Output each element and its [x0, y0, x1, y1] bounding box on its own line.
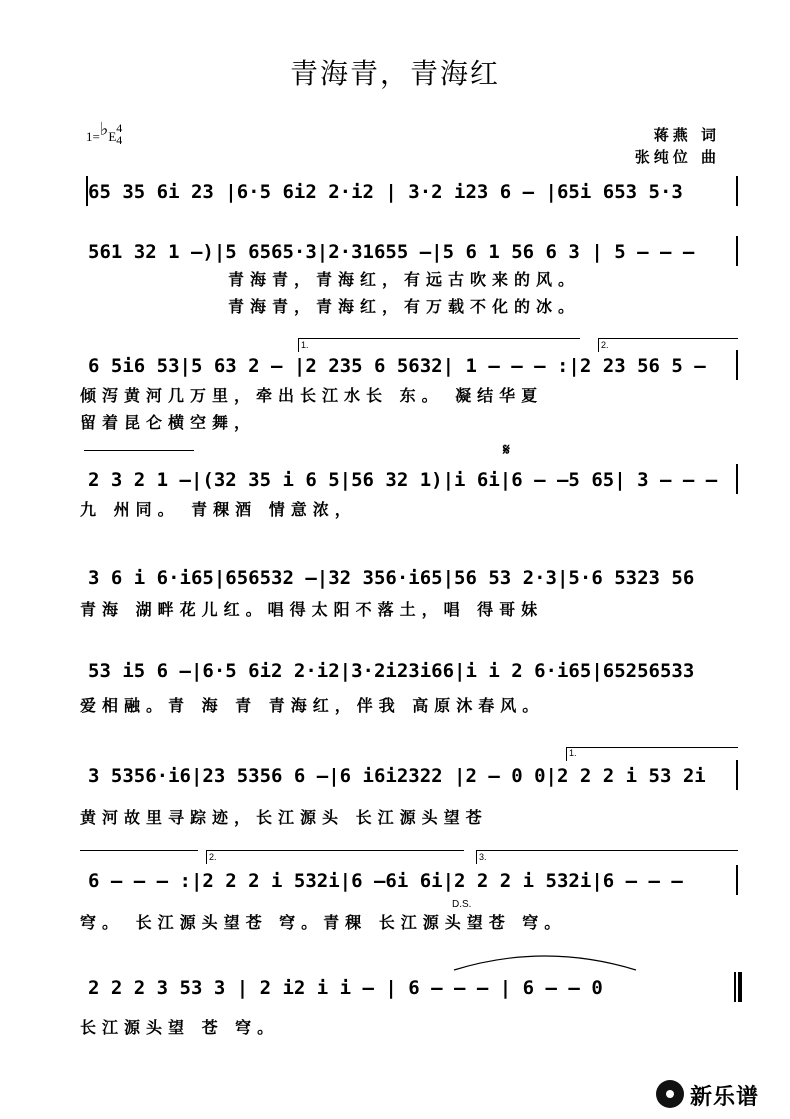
volta-bracket	[206, 850, 464, 851]
time-beats: 4	[116, 121, 123, 136]
barline	[736, 865, 738, 895]
lyric-line: 倾泻黄河几万里，牵出长江水长 东。 凝结华夏	[80, 386, 544, 405]
flat-icon: ♭	[99, 119, 109, 139]
score-row-6: 53 i5 6 –|6·5 6i2 2·i2|3·2i23i66|i i 2 6·i65|65256533	[88, 660, 695, 682]
lyric-line: 青海 湖畔花儿红。唱得太阳不落土，唱 得哥妹	[80, 600, 544, 619]
volta-bracket	[566, 747, 738, 748]
volta-bracket	[476, 850, 477, 864]
record-disc-icon	[656, 1080, 684, 1108]
logo-text: 新乐谱	[690, 1085, 760, 1110]
barline	[736, 464, 738, 494]
volta-bracket	[476, 850, 738, 851]
time-signature	[116, 122, 122, 146]
barline	[736, 760, 738, 790]
lyric-line: 爱相融。青 海 青 青海红，伴我 高原沐春风。	[80, 696, 545, 715]
barline	[736, 236, 738, 266]
composer-credit: 张纯位 曲	[634, 148, 720, 166]
key-prefix: 1=	[86, 129, 100, 144]
volta-2-label: 2.	[209, 852, 217, 862]
barline	[736, 350, 738, 380]
lyric-line: 留着昆仑横空舞，	[80, 413, 257, 432]
volta-1-label: 1.	[569, 748, 577, 758]
volta-bracket	[598, 338, 738, 339]
segno-icon: 𝄋	[503, 440, 510, 459]
volta-bracket	[298, 338, 580, 339]
volta-3-label: 3.	[479, 852, 487, 862]
time-beat-unit: 4	[116, 133, 123, 148]
lyric-line: 穹。 长江源头望苍 穹。青稞 长江源头望苍 穹。	[80, 913, 567, 932]
lyric-line: 青海青，青海红，有远古吹来的风。	[228, 270, 581, 289]
tie-arc	[450, 948, 640, 974]
key-note: E	[108, 129, 117, 144]
final-barline	[734, 972, 736, 1002]
score-row-9: 2 2 2 3 53 3 | 2 i2 i i – | 6 – – – | 6 – – 0	[88, 977, 603, 999]
volta-bracket	[298, 338, 299, 352]
barline	[86, 176, 88, 206]
volta-bracket	[84, 450, 194, 451]
volta-bracket	[598, 338, 599, 352]
lyric-line: 黄河故里寻踪迹，长江源头 长江源头望苍	[80, 808, 488, 827]
final-barline-thick	[738, 972, 742, 1002]
key-signature	[86, 119, 123, 150]
volta-bracket	[566, 747, 567, 761]
song-title: 青海青，青海红	[289, 57, 500, 90]
score-row-8: 6 – – – :|2 2 2 i 532i|6 –6i 6i|2 2 2 i 532i|6 – – –	[88, 870, 683, 892]
volta-bracket	[80, 850, 198, 851]
score-row-1: 65 35 6i 23 |6·5 6i2 2·i2 | 3·2 i23 6 – |65i 653 5·3	[88, 181, 683, 203]
score-row-5: 3 6 i 6·i65|656532 –|32 356·i65|56 53 2·3|5·6 5323 56	[88, 567, 695, 589]
score-row-3: 6 5i6 53|5 63 2 – |2 235 6 5632| 1 – – – :|2 23 56 5 –	[88, 355, 706, 377]
lyricist-credit: 蒋燕 词	[653, 126, 720, 144]
score-row-2: 561 32 1 –)|5 6565·3|2·31655 –|5 6 1 56 6 3 | 5 – – –	[88, 241, 695, 263]
volta-2-label: 2.	[601, 340, 609, 350]
volta-bracket	[206, 850, 207, 864]
volta-1-label: 1.	[301, 340, 309, 350]
barline	[736, 176, 738, 206]
lyric-line: 青海青，青海红，有万载不化的冰。	[228, 297, 581, 316]
lyric-line: 长江源头望 苍 穹。	[80, 1018, 280, 1037]
da-segno-mark: D.S.	[452, 899, 472, 910]
lyric-line: 九 州同。 青稞酒 情意浓，	[80, 500, 357, 519]
score-row-7: 3 5356·i6|23 5356 6 –|6 i6i2322 |2 – 0 0|2 2 2 i 53 2i	[88, 765, 706, 787]
site-logo	[656, 1078, 776, 1110]
score-row-4: 2 3 2 1 –|(32 35 i 6 5|56 32 1)|i 6i|6 – –5 65| 3 – – –	[88, 469, 718, 491]
